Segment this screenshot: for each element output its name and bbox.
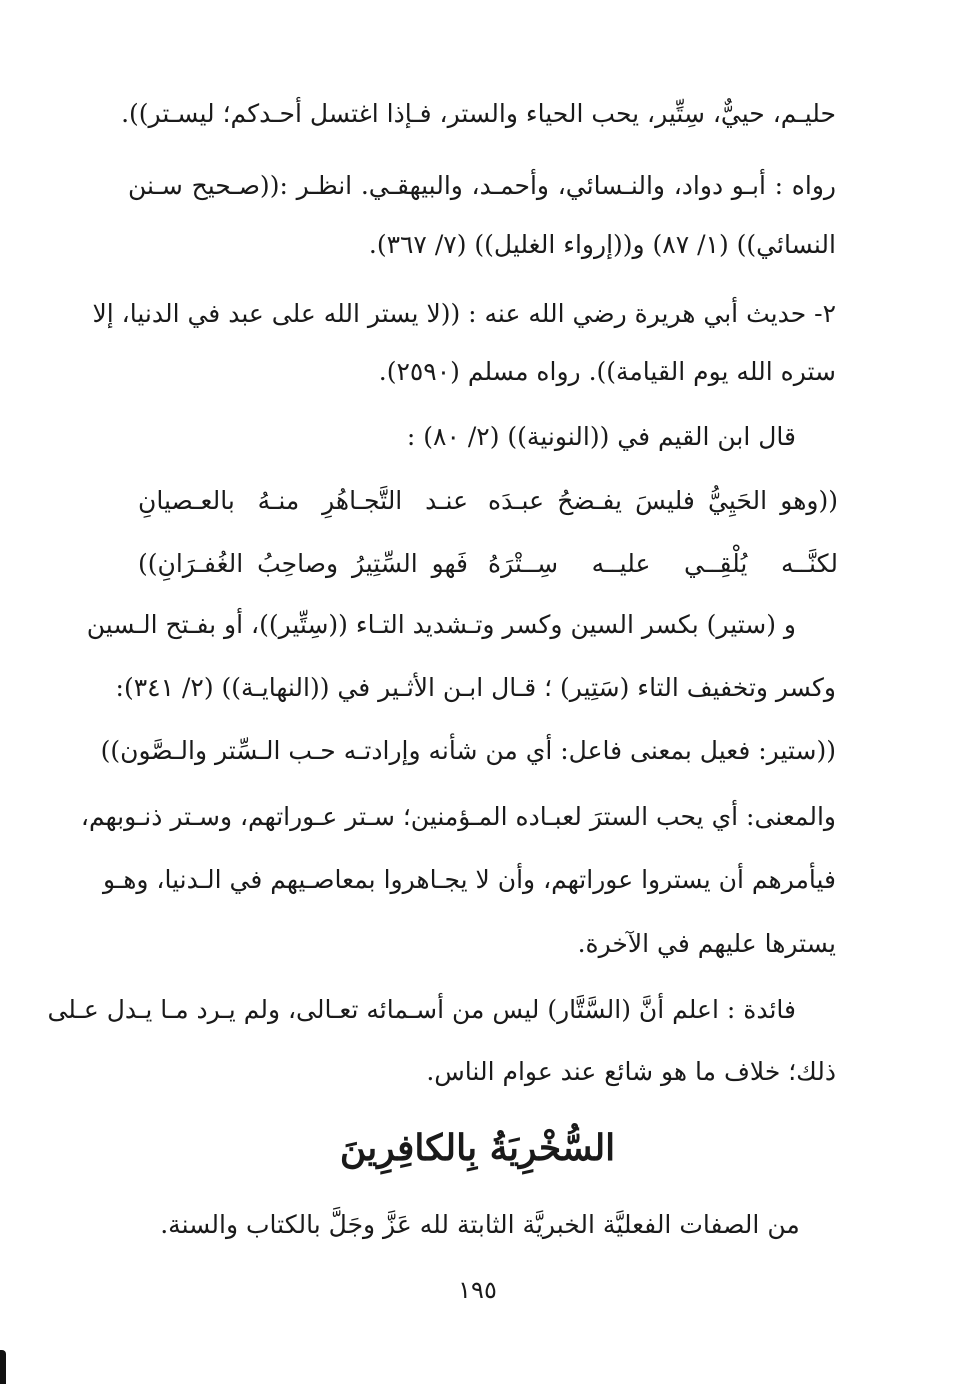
text-line: والمعنى: أي يحب السترَ لعبـاده المـؤمنين؛ سـتر عـوراتهم، وسـتر ذنـوبهم، [80, 802, 836, 831]
text-line: فائدة : اعلم أنَّ (السَّتَّار) ليس من أسـمائه تعـالى، ولم يـرد مـا يـدل عـلى [47, 995, 796, 1024]
scan-edge-mark [0, 1350, 6, 1384]
verse-second-hemistich: فَهو السِّتِيرُ وصاحِبُ الغُفـرَانِ)) [138, 549, 468, 578]
text-line: ذلك؛ خلاف ما هو شائع عند عوام الناس. [426, 1057, 836, 1086]
poem-verse [138, 478, 838, 524]
text-line: فيأمرهم أن يستروا عوراتهم، وأن لا يجـاهروا بمعاصـيهم في الـدنيا، وهـو [102, 865, 836, 894]
section-heading: السُّخْرِيَةُ بِالكافِرِينَ [339, 1127, 616, 1169]
text-line: ((ستير: فعيل بمعنى فاعل: أي من شأنه وإرادتـه حـب الـسِّتر والـصَّون)) [100, 736, 836, 765]
page-number: ١٩٥ [458, 1276, 497, 1304]
text-line: يسترها عليهم في الآخرة. [577, 929, 836, 958]
section-intro: من الصفات الفعليَّة الخبريَّة الثابتة لله عَزَّ وجَلَّ بالكتاب والسنة. [160, 1210, 800, 1239]
text-line: رواه : أبـو دواد، والنـسائي، وأحمـد، والبيهقـي. انظـر :((صـحيح سـنن [128, 171, 836, 200]
verse-second-hemistich: عنـد التَّجـاهُرِ منـهُ بالعـصيانِ [138, 486, 468, 515]
text-line: النسائي)) (١/ ٨٧) و((إرواء الغليل)) (٧/ ٣٦٧). [368, 230, 836, 259]
text-line: وكسر وتخفيف التاء (سَتِير) ؛ قـال ابـن الأثـير في ((النهايـة)) (٢/ ٣٤١): [115, 673, 836, 702]
text-line: ستره الله يوم القيامة)). رواه مسلم (٢٥٩٠). [378, 357, 836, 386]
verse-first-hemistich: لكنَّــه يُلْقِــي عليــه سِــتْرَهُ [488, 549, 838, 578]
text-line: حليـم، حييٌّ، سِتِّير، يحب الحياء والستر، فـإذا اغتسل أحـدكم؛ ليسـتر)). [121, 99, 836, 128]
text-line: ٢- حديث أبي هريرة رضي الله عنه : ((لا يستر الله على عبد في الدنيا، إلا [92, 299, 836, 328]
text-line: قال ابن القيم في ((النونية)) (٢/ ٨٠) : [406, 422, 796, 451]
text-line: و (ستير) بكسر السين وكسر وتـشديد التـاء ((سِتِّير))، أو بفـتح الـسين [86, 610, 796, 639]
verse-first-hemistich: ((وهو الحَيِيُّ فليسَ يفـضحُ عبـدَه [488, 486, 838, 515]
poem-verse [138, 541, 838, 587]
